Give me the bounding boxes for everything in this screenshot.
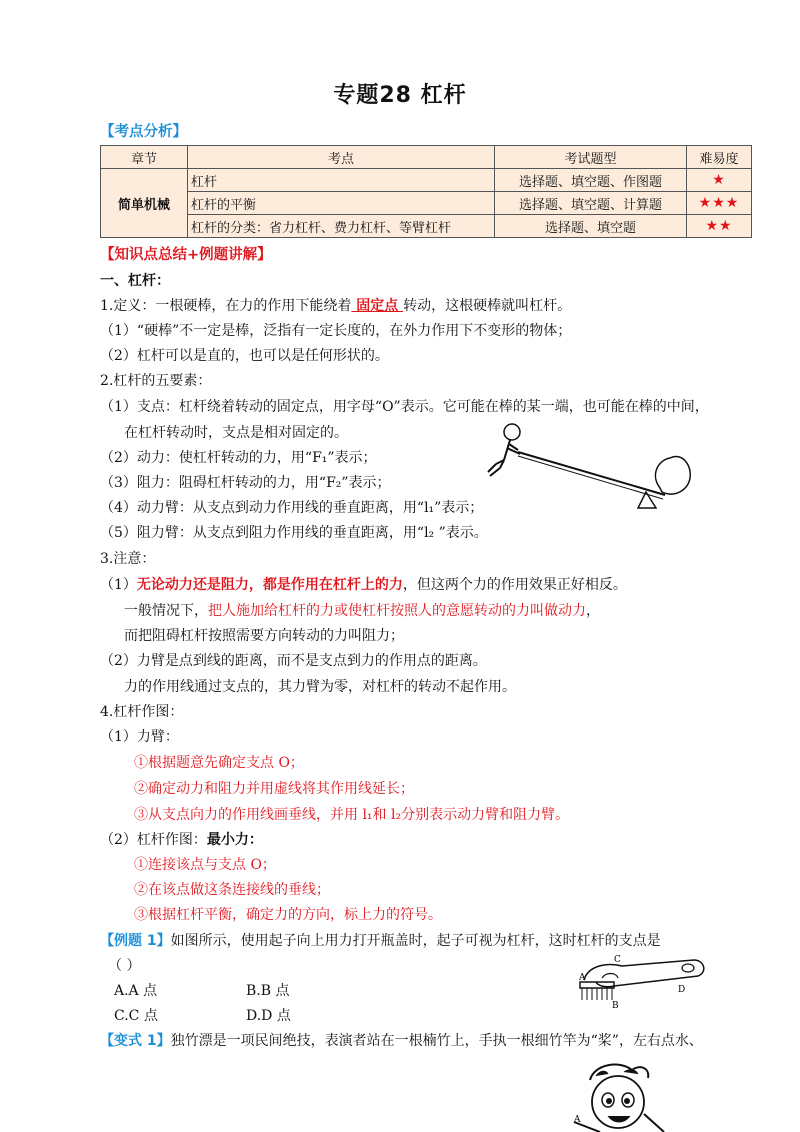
note-highlight: 把人施加给杠杆的力或使杠杆按照人的意愿转动的力叫做动力 xyxy=(208,603,586,619)
table-header: 考点 xyxy=(188,146,495,169)
section-summary-heading: 【知识点总结+例题讲解】 xyxy=(100,247,272,263)
figure-label-c: C xyxy=(614,955,621,965)
chapter-cell: 简单机械 xyxy=(101,169,188,238)
table-header: 考试题型 xyxy=(495,146,687,169)
example-1-text: 如图所示，使用起子向上用力打开瓶盖时，起子可视为杠杆，这时杠杆的支点是 xyxy=(170,933,661,949)
page-title: 专题28 杠杆 xyxy=(333,83,467,108)
variant-1-text: 独竹漂是一项民间绝技，表演者站在一根楠竹上，手执一根细竹竿为“桨”，左右点水、 xyxy=(170,1033,703,1049)
figure-label-b: B xyxy=(612,1001,619,1011)
difficulty-stars: ★ xyxy=(687,169,752,192)
note-title: 3.注意： xyxy=(100,551,156,567)
fulcrum-line-2: 在杠杆转动时，支点是相对固定的。 xyxy=(124,425,348,441)
variant-1-label: 【变式 1】 xyxy=(100,1033,171,1049)
resistance-arm-line: （5）阻力臂：从支点到阻力作用线的垂直距离，用“l₂ ”表示。 xyxy=(100,525,488,541)
min-force-bold: 最小力： xyxy=(206,832,263,848)
drawing-title: 4.杠杆作图： xyxy=(100,704,184,720)
exam-point-table xyxy=(100,145,752,238)
option-a: A.A 点 xyxy=(114,983,158,999)
note-1-line-3: 而把阻碍杠杆按照需要方向转动的力叫阻力； xyxy=(124,628,404,644)
types-cell: 选择题、填空题 xyxy=(495,215,687,238)
table-header: 难易度 xyxy=(687,146,752,169)
min-force-prefix: （2）杠杆作图： xyxy=(100,832,207,848)
note-text: ，但这两个力的作用效果正好相反。 xyxy=(402,577,627,593)
table-row xyxy=(101,192,752,215)
note-2-line-2: 力的作用线通过支点的，其力臂为零，对杠杆的转动不起作用。 xyxy=(124,679,516,695)
bamboo-rafting-illustration xyxy=(560,1060,670,1132)
definition-line xyxy=(100,295,571,315)
lever-illustration xyxy=(470,420,700,515)
note-emphasis: 无论动力还是阻力，都是作用在杠杆上的力 xyxy=(136,577,403,593)
note-text: ， xyxy=(586,603,600,619)
heading-lever: 一、杠杆： xyxy=(100,273,170,289)
example-1-paren: （ ） xyxy=(108,958,141,974)
note-text: 一般情况下， xyxy=(124,603,208,619)
definition-note: （2）杠杆可以是直的，也可以是任何形状的。 xyxy=(100,348,389,364)
point-cell: 杠杆的分类：省力杠杆、费力杠杆、等臂杠杆 xyxy=(188,215,495,238)
point-cell: 杠杆 xyxy=(188,169,495,192)
fulcrum-line: （1）支点：杠杆绕着转动的固定点，用字母“O”表示。它可能在棒的某一端，也可能在棒的中间， xyxy=(100,399,709,415)
point-cell: 杠杆的平衡 xyxy=(188,192,495,215)
arm-step: ③从支点向力的作用线画垂线，并用 l₁和 l₂分别表示动力臂和阻力臂。 xyxy=(134,807,570,823)
figure-label-a: A xyxy=(574,1115,581,1125)
table-header-row xyxy=(101,146,752,169)
note-number: （1） xyxy=(100,577,137,593)
min-force-title xyxy=(100,829,263,849)
arm-step: ①根据题意先确定支点 O； xyxy=(134,755,304,771)
table-row xyxy=(101,169,752,192)
effort-force-line: （2）动力：使杠杆转动的力，用“F₁”表示； xyxy=(100,450,377,466)
table-row xyxy=(101,215,752,238)
types-cell: 选择题、填空题、计算题 xyxy=(495,192,687,215)
five-elements-title: 2.杠杆的五要素： xyxy=(100,373,212,389)
option-d: D.D 点 xyxy=(246,1008,291,1024)
example-1-label: 【例题 1】 xyxy=(100,933,171,949)
definition-note: （1）“硬棒”不一定是棒，泛指有一定长度的，在外力作用下不变形的物体； xyxy=(100,323,572,339)
effort-arm-line: （4）动力臂：从支点到动力作用线的垂直距离，用“l₁”表示； xyxy=(100,500,484,516)
arm-title: （1）力臂： xyxy=(100,729,179,745)
definition-text: 转动，这根硬棒就叫杠杆。 xyxy=(403,298,572,314)
note-1-line-2 xyxy=(124,600,600,620)
difficulty-stars: ★★★ xyxy=(687,192,752,215)
note-1 xyxy=(100,574,627,594)
figure-label-d: D xyxy=(678,985,686,995)
variant-1-question xyxy=(100,1030,703,1050)
min-force-step: ③根据杠杆平衡，确定力的方向，标上力的符号。 xyxy=(134,907,442,923)
difficulty-stars: ★★ xyxy=(687,215,752,238)
option-b: B.B 点 xyxy=(246,983,290,999)
arm-step: ②确定动力和阻力并用虚线将其作用线延长； xyxy=(134,781,414,797)
example-1-question xyxy=(100,930,661,950)
resistance-force-line: （3）阻力：阻碍杠杆转动的力，用“F₂”表示； xyxy=(100,475,391,491)
note-2: （2）力臂是点到线的距离，而不是支点到力的作用点的距离。 xyxy=(100,653,487,669)
min-force-step: ①连接该点与支点 O； xyxy=(134,857,276,873)
table-header: 章节 xyxy=(101,146,188,169)
min-force-step: ②在该点做这条连接线的垂线； xyxy=(134,882,330,898)
section-analysis-heading: 【考点分析】 xyxy=(100,124,187,140)
figure-label-a: A xyxy=(579,973,586,983)
option-c: C.C 点 xyxy=(114,1008,158,1024)
types-cell: 选择题、填空题、作图题 xyxy=(495,169,687,192)
definition-text: 1.定义：一根硬棒，在力的作用下能绕着 xyxy=(100,298,352,314)
bottle-opener-illustration xyxy=(562,950,722,1020)
definition-blank-answer: 固定点 xyxy=(351,298,404,314)
